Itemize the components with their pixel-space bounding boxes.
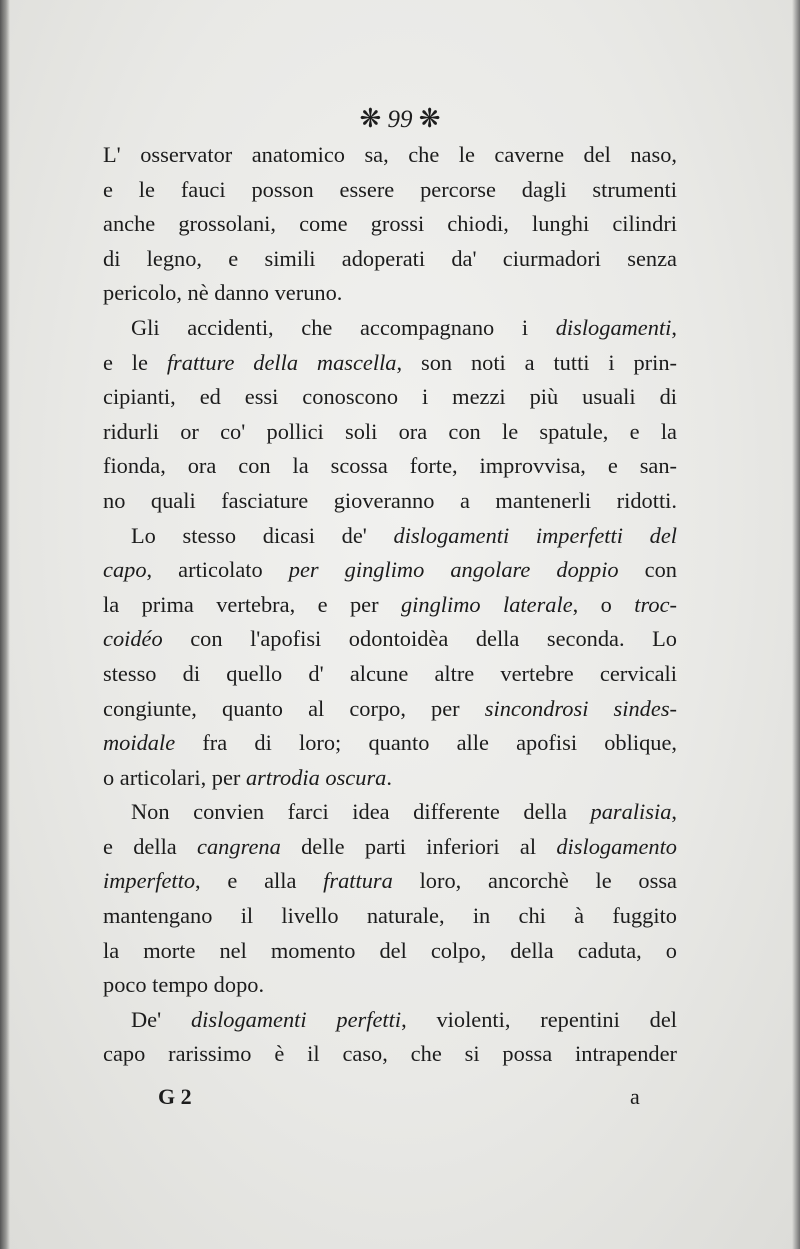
text-line: anche grossolani, come grossi chiodi, lunghi cilindri — [103, 211, 677, 237]
italic-phrase: fratture della mascella — [166, 349, 397, 375]
text-line: fionda, ora con la scossa forte, improvvisa, e san- — [103, 453, 677, 479]
text-line: stesso di quello d' alcune altre vertebre cervicali — [103, 660, 677, 686]
text-line: congiunte, quanto al corpo, per sincondrosi sindes- — [103, 695, 677, 721]
text-line: di legno, e simili adoperati da' ciurmadori senza — [103, 245, 677, 271]
italic-phrase: dislogamenti — [555, 314, 672, 340]
text-line: poco tempo dopo. — [103, 972, 265, 998]
ornament-left-icon: ❋ — [359, 104, 382, 133]
italic-phrase: imperfetto — [103, 868, 196, 894]
italic-phrase: artrodia oscura — [245, 764, 387, 790]
page-gutter-shadow — [0, 0, 10, 1249]
ornament-right-icon: ❋ — [418, 104, 441, 133]
text-line: Lo stesso dicasi de' dislogamenti imperfetti del — [131, 522, 678, 548]
text-line: De' dislogamenti perfetti, violenti, repentini del — [131, 1006, 677, 1032]
body-text — [103, 138, 677, 1072]
italic-phrase: per ginglimo angolare doppio — [288, 557, 619, 583]
text-line: ridurli or co' pollici soli ora con le spatule, e la — [103, 418, 677, 444]
text-line: mantengano il livello naturale, in chi à fuggito — [103, 903, 677, 929]
catchword: a — [630, 1084, 640, 1109]
running-head — [0, 104, 800, 134]
text-line: Gli accidenti, che accompagnano i dislogamenti, — [131, 314, 677, 340]
italic-phrase: dislogamenti imperfetti del — [393, 522, 678, 548]
italic-phrase: troc- — [634, 591, 677, 617]
italic-phrase: dislogamenti perfetti — [190, 1006, 402, 1032]
italic-phrase: paralisia — [590, 799, 672, 825]
italic-phrase: ginglimo laterale — [400, 591, 573, 617]
italic-phrase: cangrena — [197, 833, 281, 859]
text-line: la prima vertebra, e per ginglimo laterale, o troc- — [103, 591, 677, 617]
text-line: moidale fra di loro; quanto alle apofisi oblique, — [103, 730, 677, 756]
italic-phrase: moidale — [103, 730, 176, 756]
italic-phrase: dislogamento — [556, 833, 677, 859]
text-line: la morte nel momento del colpo, della caduta, o — [103, 937, 677, 963]
text-line: pericolo, nè danno veruno. — [103, 280, 343, 306]
text-line: L' osservator anatomico sa, che le caverne del naso, — [103, 142, 677, 167]
page-footer — [0, 1082, 800, 1116]
text-line: o articolari, per artrodia oscura. — [103, 764, 392, 790]
text-line: cipianti, ed essi conoscono i mezzi più usuali di — [103, 384, 677, 410]
italic-phrase: coidéo — [103, 626, 163, 652]
page-number: 99 — [387, 106, 413, 133]
text-line: Non convien farci idea differente della paralisia, — [131, 799, 677, 825]
text-line: e le fratture della mascella, son noti a tutti i prin- — [103, 349, 677, 375]
signature-mark: G 2 — [158, 1084, 192, 1109]
text-line: capo rarissimo è il caso, che si possa intrapender — [103, 1041, 677, 1067]
text-line: no quali fasciature gioveranno a mantenerli ridotti. — [103, 487, 677, 513]
italic-phrase: capo — [103, 557, 147, 583]
italic-phrase: sincondrosi sindes- — [484, 695, 677, 721]
text-line: e della cangrena delle parti inferiori al dislogamento — [103, 833, 677, 859]
text-line: coidéo con l'apofisi odontoidèa della seconda. Lo — [103, 626, 677, 652]
text-line: imperfetto, e alla frattura loro, ancorchè le ossa — [103, 868, 677, 894]
text-line: e le fauci posson essere percorse dagli strumenti — [103, 176, 677, 202]
page-edge-shadow — [792, 0, 800, 1249]
italic-phrase: frattura — [323, 868, 393, 894]
text-line: capo, articolato per ginglimo angolare doppio con — [103, 557, 677, 583]
